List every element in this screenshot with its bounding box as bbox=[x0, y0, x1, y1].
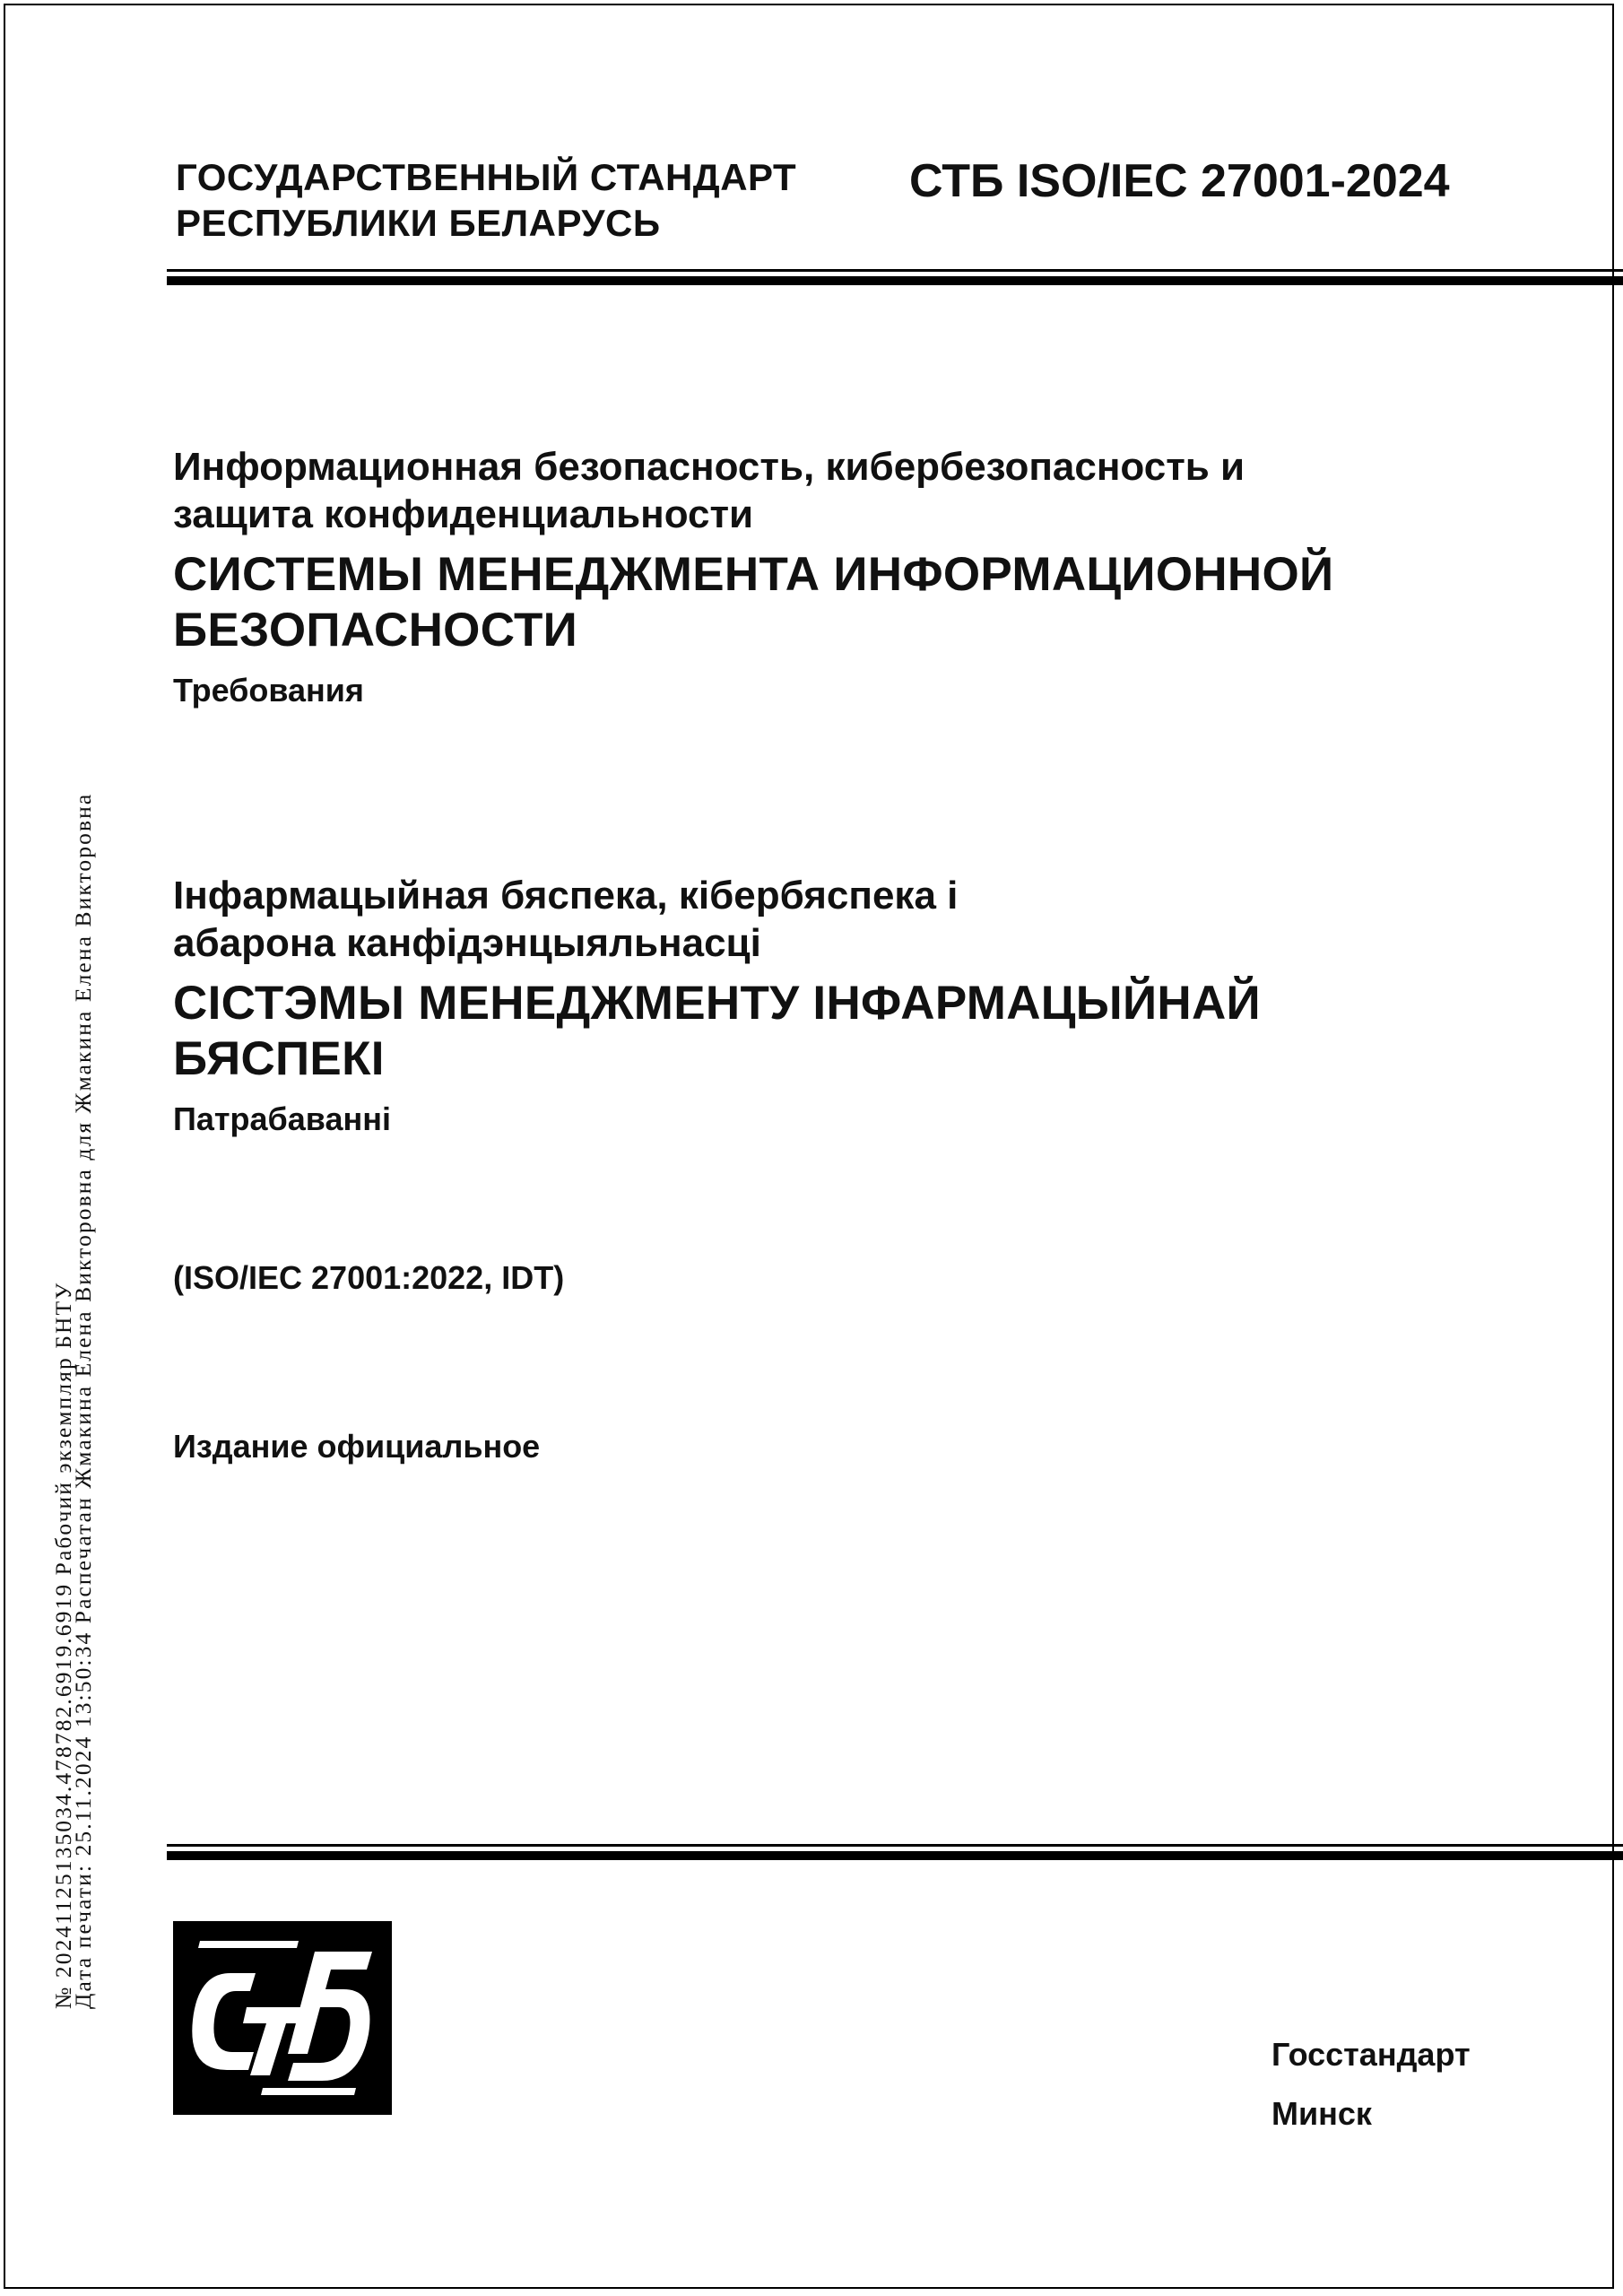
edition-note: Издание официальное bbox=[173, 1428, 541, 1465]
by-requirements: Патрабаванні bbox=[173, 1100, 391, 1137]
header-issuer-line1: ГОСУДАРСТВЕННЫЙ СТАНДАРТ bbox=[176, 156, 797, 198]
standard-code: СТБ ISO/IEC 27001-2024 bbox=[909, 155, 1450, 207]
ru-requirements: Требования bbox=[173, 672, 364, 709]
top-rule-thin bbox=[167, 269, 1623, 272]
ru-subtitle-line2: защита конфиденциальности bbox=[173, 492, 754, 536]
ru-main-title bbox=[173, 547, 1333, 658]
by-subtitle-line2: абарона канфідэнцыяльнасці bbox=[173, 921, 761, 965]
ru-subtitle-line1: Информационная безопасность, кибербезопасность и bbox=[173, 445, 1245, 489]
publisher-city: Минск bbox=[1271, 2095, 1372, 2132]
ru-main-title-line2: БЕЗОПАСНОСТИ bbox=[173, 604, 578, 657]
top-rule-thick bbox=[167, 276, 1623, 285]
by-main-title bbox=[173, 976, 1261, 1087]
print-stamp-line1: № 20241125135034.478782.6919.6919 Рабочий экземпляр БНТУ bbox=[50, 1281, 76, 2009]
publisher-org: Госстандарт bbox=[1271, 2036, 1471, 2073]
print-stamp bbox=[50, 646, 96, 2009]
russian-title-block bbox=[173, 443, 1333, 710]
bottom-rule-thick bbox=[167, 1851, 1623, 1860]
by-subtitle-line1: Інфармацыйная бяспека, кібербяспека і bbox=[173, 874, 959, 918]
print-stamp-line2: Дата печати: 25.11.2024 13:50:34 Распечатан Жмакина Елена Викторовна для Жмакина Елена Викторовна bbox=[70, 792, 96, 2009]
iso-reference: (ISO/IEC 27001:2022, IDT) bbox=[173, 1259, 565, 1296]
stb-logo-icon bbox=[173, 1921, 392, 2115]
bottom-rule-thin bbox=[167, 1844, 1623, 1847]
ru-main-title-line1: СИСТЕМЫ МЕНЕДЖМЕНТА ИНФОРМАЦИОННОЙ bbox=[173, 548, 1334, 601]
belarusian-title-block bbox=[173, 872, 1261, 1139]
header-issuer-line2: РЕСПУБЛИКИ БЕЛАРУСЬ bbox=[176, 202, 661, 244]
header-issuer bbox=[176, 154, 796, 246]
stb-logo bbox=[173, 1921, 392, 2115]
by-main-title-line2: БЯСПЕКІ bbox=[173, 1032, 385, 1085]
publisher-block bbox=[1271, 2025, 1471, 2144]
by-main-title-line1: СІСТЭМЫ МЕНЕДЖМЕНТУ ІНФАРМАЦЫЙНАЙ bbox=[173, 977, 1261, 1030]
